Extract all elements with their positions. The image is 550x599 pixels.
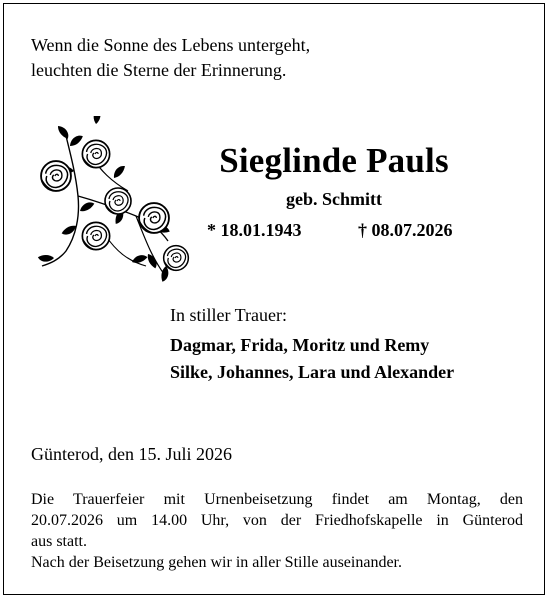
birth-date: * 18.01.1943 <box>207 220 302 240</box>
notice-line-3: aus statt. <box>31 533 87 550</box>
notice-line-1: Die Trauerfeier mit Urnenbeisetzung findet am Montag, den <box>31 491 523 508</box>
notice-line-4: Nach der Beisetzung gehen wir in aller Stille auseinander. <box>31 554 402 571</box>
mourners-line-1: Dagmar, Frida, Moritz und Remy <box>170 335 430 355</box>
intro-line-1: Wenn die Sonne des Lebens untergeht, <box>31 35 311 55</box>
death-date: † 08.07.2026 <box>358 220 453 240</box>
place-date: Günterod, den 15. Juli 2026 <box>31 444 232 464</box>
funeral-notice <box>31 489 523 573</box>
mourners-line-2: Silke, Johannes, Lara und Alexander <box>170 362 455 382</box>
intro-quote <box>31 33 310 83</box>
obituary-frame <box>3 3 545 595</box>
mourners-label: In stiller Trauer: <box>170 305 287 325</box>
mourners-list <box>170 332 454 386</box>
intro-line-2: leuchten die Sterne der Erinnerung. <box>31 60 287 80</box>
deceased-name: Sieglinde Pauls <box>219 141 449 180</box>
maiden-name: geb. Schmitt <box>286 189 382 209</box>
notice-line-2: 20.07.2026 um 14.00 Uhr, von der Friedhofskapelle in Günterod <box>31 512 523 529</box>
